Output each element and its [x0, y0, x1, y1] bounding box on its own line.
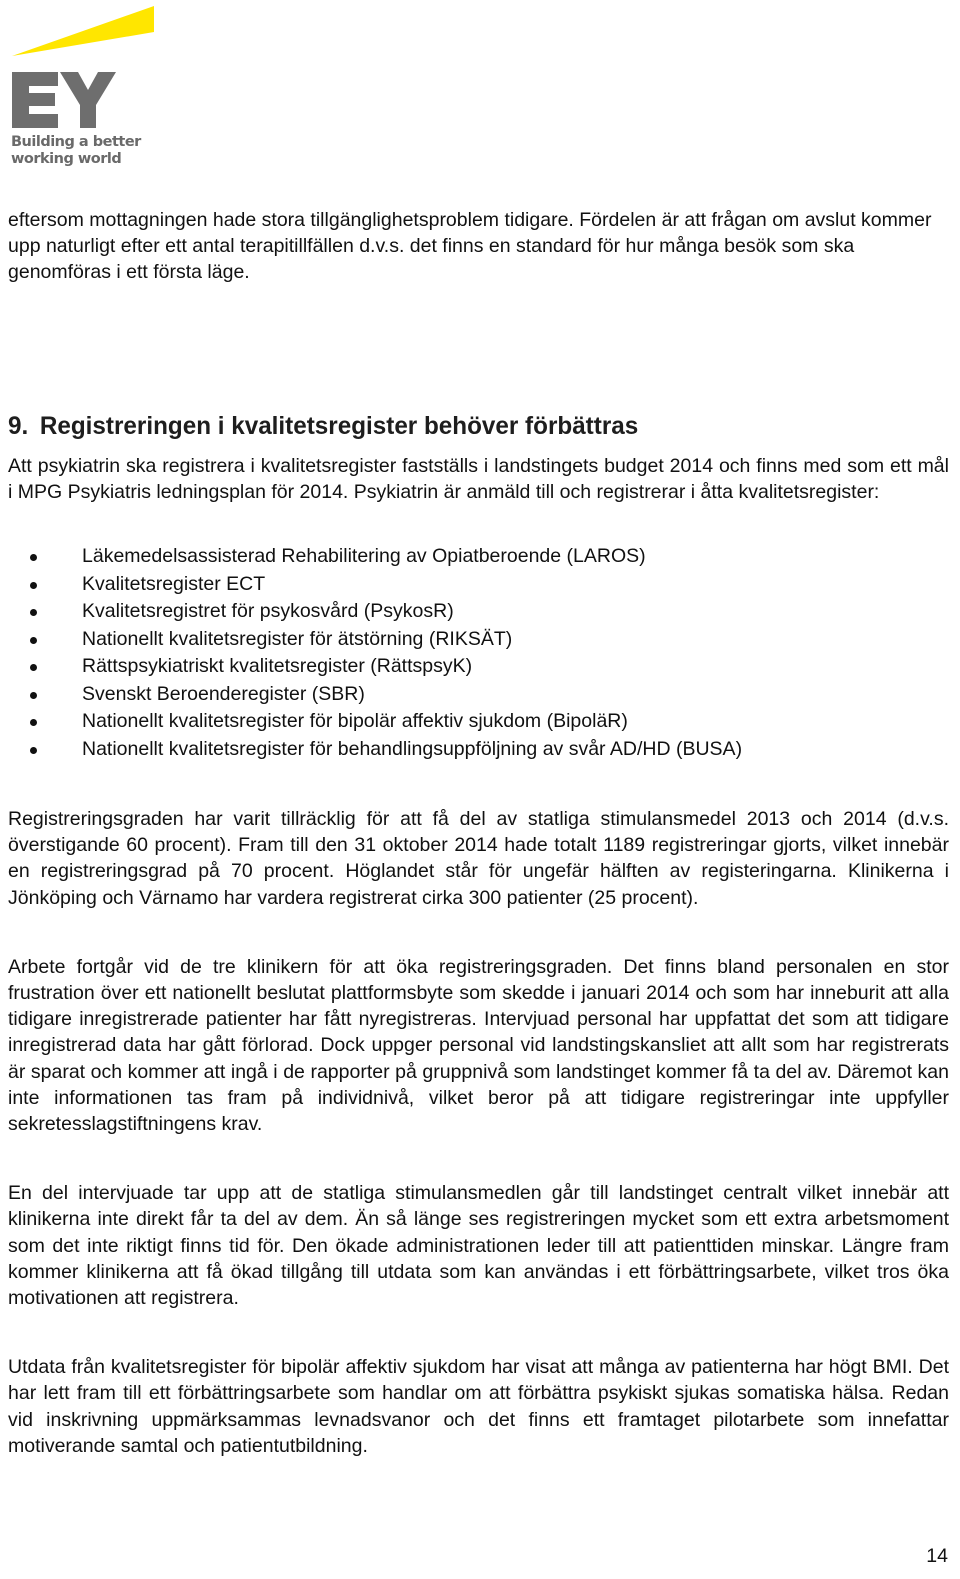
list-item: [8, 708, 949, 736]
bullet-icon: [30, 747, 37, 754]
ey-logo-mark: [8, 4, 158, 129]
logo-tagline-line: Building a better: [11, 134, 141, 150]
bullet-icon: [30, 692, 37, 699]
logo-tagline-line: working world: [11, 151, 122, 167]
section-intro-paragraph: Att psykiatrin ska registrera i kvalitetsregister fastställs i landstingets budget 2014 och finns med som ett mål i MPG Psykiatris ledningsplan för 2014. Psykiatrin är anmäld till och registrerar i åtta kvalitetsregister:: [8, 454, 949, 503]
bullet-icon: [30, 664, 37, 671]
bullet-icon: [30, 719, 37, 726]
logo-beam: [12, 6, 154, 56]
bullet-icon: [30, 609, 37, 616]
list-item: [8, 681, 949, 709]
list-item-text: Rättspsykiatriskt kvalitetsregister (RättspsyK): [82, 655, 473, 678]
ey-logo: [8, 4, 158, 172]
body-paragraph: Registreringsgraden har varit tillräcklig för att få del av statliga stimulansmedel 2013 och 2014 (d.v.s. överstigande 60 procent). Fram till den 31 oktober 2014 hade totalt 1189 registreringar gjorts, vilket innebär en registreringsgrad på 70 procent. Höglandet står för ungefär hälften av registeringarna. Klinikerna i Jönköping och Värnamo har vardera registrerat cirka 300 patienter (25 procent).: [8, 808, 949, 909]
intro-paragraph: eftersom mottagningen hade stora tillgänglighetsproblem tidigare. Fördelen är att frågan om avslut kommer upp naturligt efter ett antal terapitillfällen d.v.s. det finns en standard för hur många besök som ska genomföras i ett första läge.: [8, 209, 932, 284]
bullet-icon: [30, 582, 37, 589]
list-item-text: Kvalitetsregistret för psykosvård (PsykosR): [82, 600, 454, 623]
logo-letter-y: [60, 72, 116, 128]
section-number: 9.: [8, 411, 29, 440]
bullet-icon: [30, 554, 37, 561]
bullet-icon: [30, 637, 37, 644]
document-body: [8, 207, 949, 1459]
logo-tagline: [11, 134, 141, 168]
list-item: [8, 598, 949, 626]
list-item-text: Nationellt kvalitetsregister för ätstörning (RIKSÄT): [82, 627, 513, 650]
page-number: 14: [926, 1545, 948, 1567]
list-item: [8, 543, 949, 571]
list-item-text: Svenskt Beroenderegister (SBR): [82, 682, 365, 705]
list-item: [8, 571, 949, 599]
body-paragraph: Arbete fortgår vid de tre klinikern för att öka registreringsgraden. Det finns bland personalen en stor frustration över ett nationellt beslutat plattformsbyte som skedde i januari 2014 och som har inneburit att alla tidigare inregistrerade patienter har fått nyregistreras. Intervjuad personal har uppfattat det som att tidigare inregistrerad data har gått förlorad. Dock uppger personal vid landstingskansliet att allt som har registrerats är sparat och kommer att ingå i de rapporter på gruppnivå som landstinget kommer få ta del av. Däremot kan inte informationen tas fram på individnivå, vilket beror på att tidigare registreringar inte uppfyller sekretesslagstiftningens krav.: [8, 955, 949, 1136]
list-item: [8, 736, 949, 764]
list-item-text: Läkemedelsassisterad Rehabilitering av Opiatberoende (LAROS): [82, 545, 646, 568]
logo-letter-e: [12, 72, 58, 128]
list-item-text: Nationellt kvalitetsregister för bipolär affektiv sjukdom (BipoläR): [82, 710, 628, 733]
body-paragraph: Utdata från kvalitetsregister för bipolär affektiv sjukdom har visat att många av patienterna har högt BMI. Det har lett fram till ett förbättringsarbete som handlar om att förbättra psykiskt sjukas somatiska hälsa. Redan vid inskrivning uppmärksammas levnadsvanor och det finns ett framtaget pilotarbete som innefattar motiverande samtal och patientutbildning.: [8, 1356, 949, 1457]
list-item: [8, 626, 949, 654]
list-item-text: Nationellt kvalitetsregister för behandlingsuppföljning av svår AD/HD (BUSA): [82, 737, 743, 760]
register-list: [8, 543, 949, 763]
section-title: Registreringen i kvalitetsregister behöver förbättras: [39, 411, 639, 440]
list-item: [8, 653, 949, 681]
list-item-text: Kvalitetsregister ECT: [82, 572, 266, 595]
section-heading: [8, 411, 921, 441]
body-paragraph: En del intervjuade tar upp att de statliga stimulansmedlen går till landstinget centralt vilket innebär att klinikerna inte direkt får ta del av dem. Än så länge ses registreringen mycket som ett extra arbetsmoment som det inte riktigt finns tid för. Den ökade administrationen leder till att patienttiden minskar. Längre fram kommer klinikerna att få ökad tillgång till utdata som kan användas i ett förbättringsarbete, vilket tros öka motivationen att registrera.: [8, 1182, 949, 1310]
